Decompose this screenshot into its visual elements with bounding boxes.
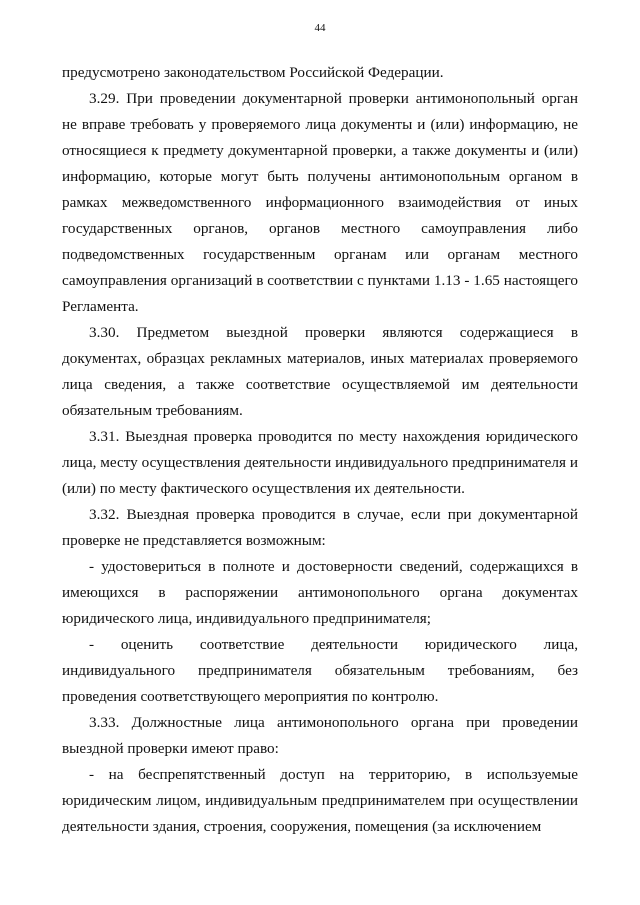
paragraph: 3.33. Должностные лица антимонопольного органа при проведении выездной проверки имеют право: [62,714,578,757]
document-body [62,60,578,840]
list-item: - на беспрепятственный доступ на территорию, в используемые юридическим лицом, индивидуальным предпринимателем при осуществлении деятельности здания, строения, сооружения, помещения (за исключением [62,766,578,835]
paragraph: 3.30. Предметом выездной проверки являются содержащиеся в документах, образцах рекламных материалов, иных материалах проверяемого лица сведения, а также соответствие осуществляемой им деятельности обязательным требованиям. [62,324,578,419]
page-number: 44 [314,22,326,34]
list-item: - оценить соответствие деятельности юридического лица, индивидуального предпринимателя обязательным требованиям, без проведения соответствующего мероприятия по контролю. [62,636,578,705]
paragraph: 3.32. Выездная проверка проводится в случае, если при документарной проверке не представляется возможным: [62,506,578,549]
list-item: - удостовериться в полноте и достоверности сведений, содержащихся в имеющихся в распоряжении антимонопольного органа документах юридического лица, индивидуального предпринимателя; [62,558,578,627]
paragraph: предусмотрено законодательством Российской Федерации. [62,64,444,81]
paragraph: 3.29. При проведении документарной проверки антимонопольный орган не вправе требовать у проверяемого лица документы и (или) информацию, не относящиеся к предмету документарной проверки, а также документы и (или) информацию, которые могут быть получены антимонопольным органом в рамках межведомственного информационного взаимодействия от иных государственных органов, органов местного самоуправления либо подведомственных государственным органам или органам местного самоуправления организаций в соответствии с пунктами 1.13 - 1.65 настоящего Регламента. [62,90,578,315]
paragraph: 3.31. Выездная проверка проводится по месту нахождения юридического лица, месту осуществления деятельности индивидуального предпринимателя и (или) по месту фактического осуществления их деятельности. [62,428,578,497]
